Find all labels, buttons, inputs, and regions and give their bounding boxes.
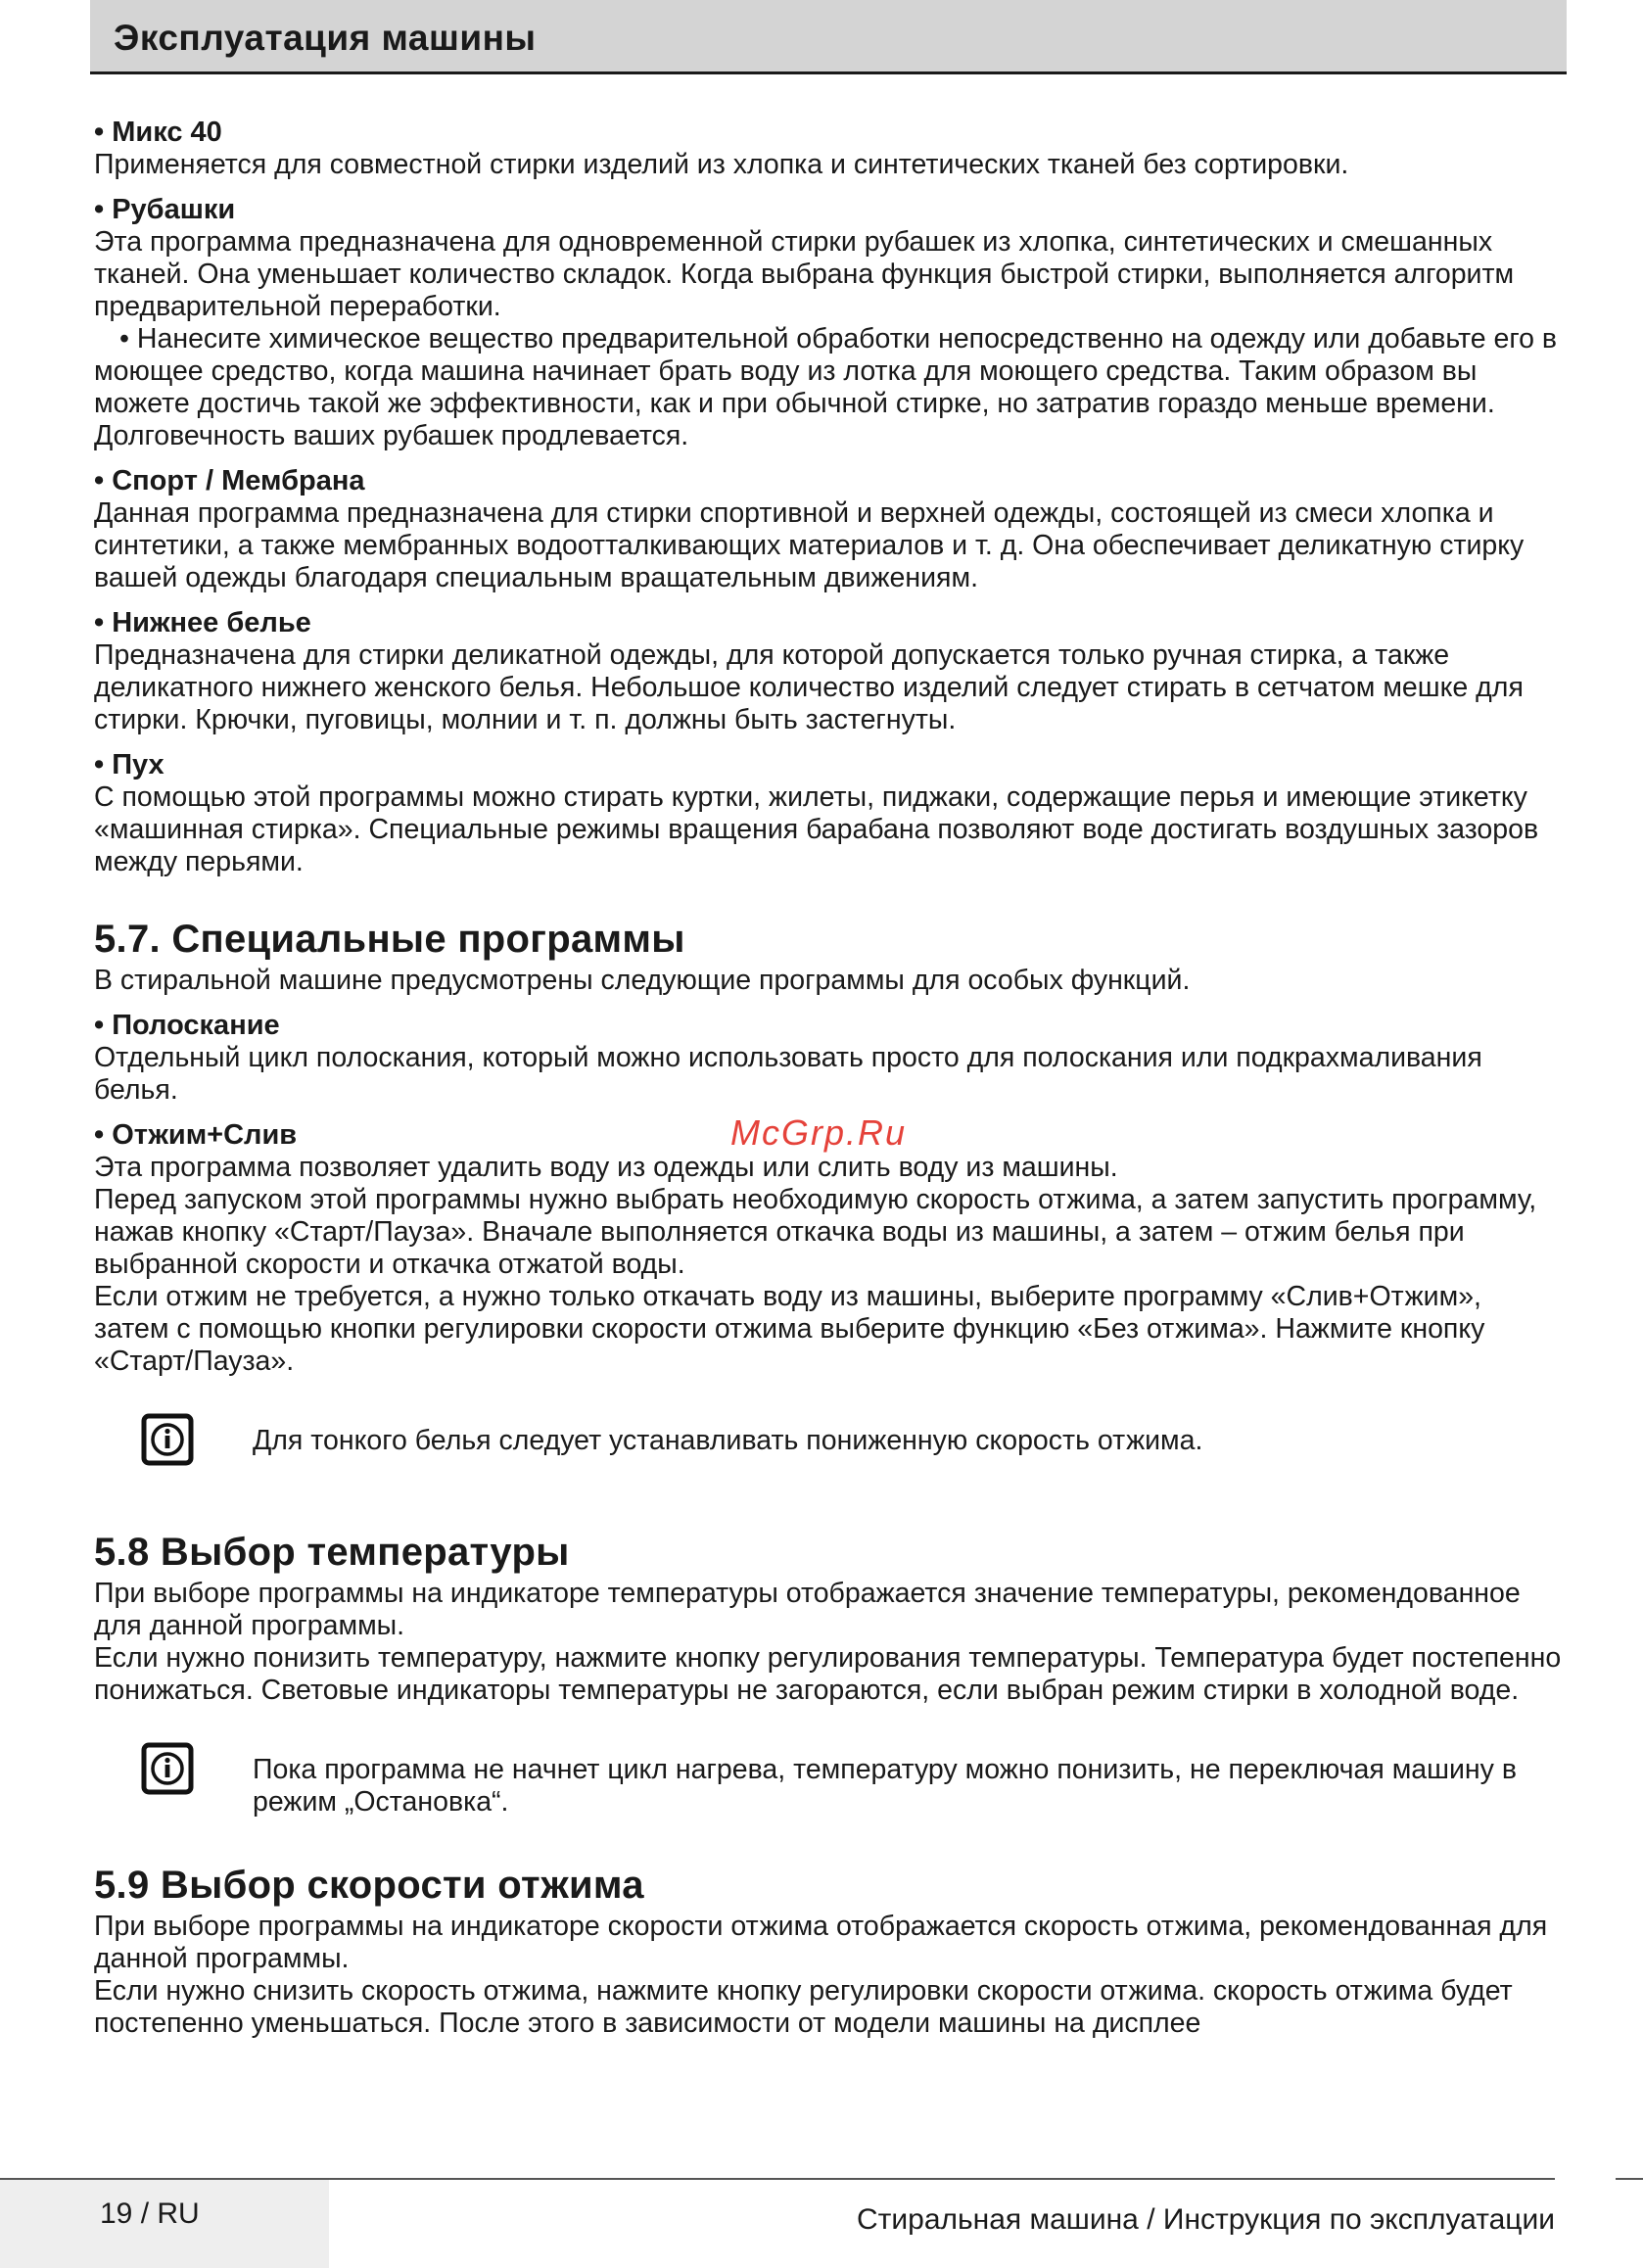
section-heading-5-8: 5.8 Выбор температуры bbox=[94, 1531, 570, 1574]
watermark: McGrp.Ru bbox=[730, 1112, 908, 1153]
item-text: Если отжим не требуется, а нужно только откачать воду из машины, выберите программу «Слив+Отжим», затем с помощью кнопки регулировки скорости отжима выберите функцию «Без отжима». Нажмите кнопку «Старт/Пауза». bbox=[94, 1281, 1485, 1377]
program-shirts bbox=[94, 193, 1563, 452]
section-heading-5-9: 5.9 Выбор скорости отжима bbox=[94, 1864, 644, 1907]
item-text: Предназначена для стирки деликатной одежды, для которой допускается только ручная стирка, а также деликатного нижнего женского белья. Небольшое количество изделий следует стирать в сетчатом мешке для стирки. Крючки, пуговицы, молнии и т. п. должны быть застегнуты. bbox=[94, 639, 1524, 735]
program-sport-membrane bbox=[94, 464, 1563, 594]
item-title: • Отжим+Слив bbox=[94, 1119, 298, 1151]
section-intro: В стиральной машине предусмотрены следующие программы для особых функций. bbox=[94, 965, 1191, 996]
program-down bbox=[94, 748, 1563, 878]
item-text: Данная программа предназначена для стирки спортивной и верхней одежды, состоящей из смеси хлопка и синтетики, а также мембранных водоотталкивающих материалов и т. д. Она обеспечивает деликатную стирку вашей одежды благодаря специальным вращательным движениям. bbox=[94, 497, 1525, 593]
item-text: С помощью этой программы можно стирать куртки, жилеты, пиджаки, содержащие перья и имеющие этикетку «машинная стирка». Специальные режимы вращения барабана позволяют воде достигать воздушных зазоров между перьями. bbox=[94, 781, 1539, 877]
program-rinse bbox=[94, 1009, 1563, 1107]
item-title: • Микс 40 bbox=[94, 117, 222, 148]
program-mix40 bbox=[94, 116, 1563, 181]
item-title: • Полоскание bbox=[94, 1010, 280, 1041]
note-spin bbox=[94, 1417, 1563, 1486]
item-text: Перед запуском этой программы нужно выбрать необходимую скорость отжима, а затем запустить программу, нажав кнопку «Старт/Пауза». Вначале выполняется откачка воды из машины, а затем – отжим белья при выбранной скорости и откачка отжатой воды. bbox=[94, 1184, 1537, 1280]
section-para: При выборе программы на индикаторе температуры отображается значение температуры, рекомендованное для данной программы. bbox=[94, 1578, 1521, 1641]
program-underwear bbox=[94, 606, 1563, 736]
note-temperature bbox=[94, 1746, 1563, 1819]
item-title: • Спорт / Мембрана bbox=[94, 465, 365, 496]
info-icon bbox=[141, 1413, 194, 1466]
info-icon bbox=[141, 1742, 194, 1795]
footer-divider-tick bbox=[1616, 2178, 1643, 2180]
header-title: Эксплуатация машины bbox=[114, 18, 537, 58]
note-text: Пока программа не начнет цикл нагрева, температуру можно понизить, не переключая машину в режим „Остановка“. bbox=[253, 1754, 1517, 1818]
section-heading-5-7: 5.7. Специальные программы bbox=[94, 918, 685, 961]
page-header bbox=[90, 0, 1567, 74]
item-text: Применяется для совместной стирки изделий из хлопка и синтетических тканей без сортировки. bbox=[94, 149, 1349, 180]
item-text-bullet: • Нанесите химическое вещество предварительной обработки непосредственно на одежду или добавьте его в моющее средство, когда машина начинает брать воду из лотка для моющего средства. Таким образом вы можете достичь такой же эффективности, как и при обычной стирке, но затратив гораздо меньше времени. Долговечность ваших рубашек продлевается. bbox=[94, 323, 1558, 451]
item-title: • Нижнее белье bbox=[94, 607, 311, 638]
item-text: Эта программа предназначена для одновременной стирки рубашек из хлопка, синтетических и смешанных тканей. Она уменьшает количество складок. Когда выбрана функция быстрой стирки, выполняется алгоритм предварительной переработки. bbox=[94, 226, 1515, 322]
item-text: Эта программа позволяет удалить воду из одежды или слить воду из машины. bbox=[94, 1152, 1118, 1183]
section-para: При выборе программы на индикаторе скорости отжима отображается скорость отжима, рекомендованная для данной программы. bbox=[94, 1911, 1548, 1974]
section-para: Если нужно снизить скорость отжима, нажмите кнопку регулировки скорости отжима. скорость отжима будет постепенно уменьшаться. После этого в зависимости от модели машины на дисплее bbox=[94, 1975, 1513, 2039]
item-title: • Пух bbox=[94, 749, 164, 780]
page-content bbox=[94, 116, 1563, 2040]
item-text: Отдельный цикл полоскания, который можно использовать просто для полоскания или подкрахмаливания белья. bbox=[94, 1042, 1482, 1106]
footer-title: Стиральная машина / Инструкция по эксплуатации bbox=[856, 2203, 1555, 2236]
program-spin-drain bbox=[94, 1118, 1563, 1378]
page-number: 19 / RU bbox=[100, 2197, 200, 2230]
section-para: Если нужно понизить температуру, нажмите кнопку регулирования температуры. Температура будет постепенно понижаться. Световые индикаторы температуры не загораются, если выбран режим стирки в холодной воде. bbox=[94, 1642, 1562, 1706]
note-text: Для тонкого белья следует устанавливать пониженную скорость отжима. bbox=[253, 1425, 1203, 1456]
item-title: • Рубашки bbox=[94, 194, 236, 225]
